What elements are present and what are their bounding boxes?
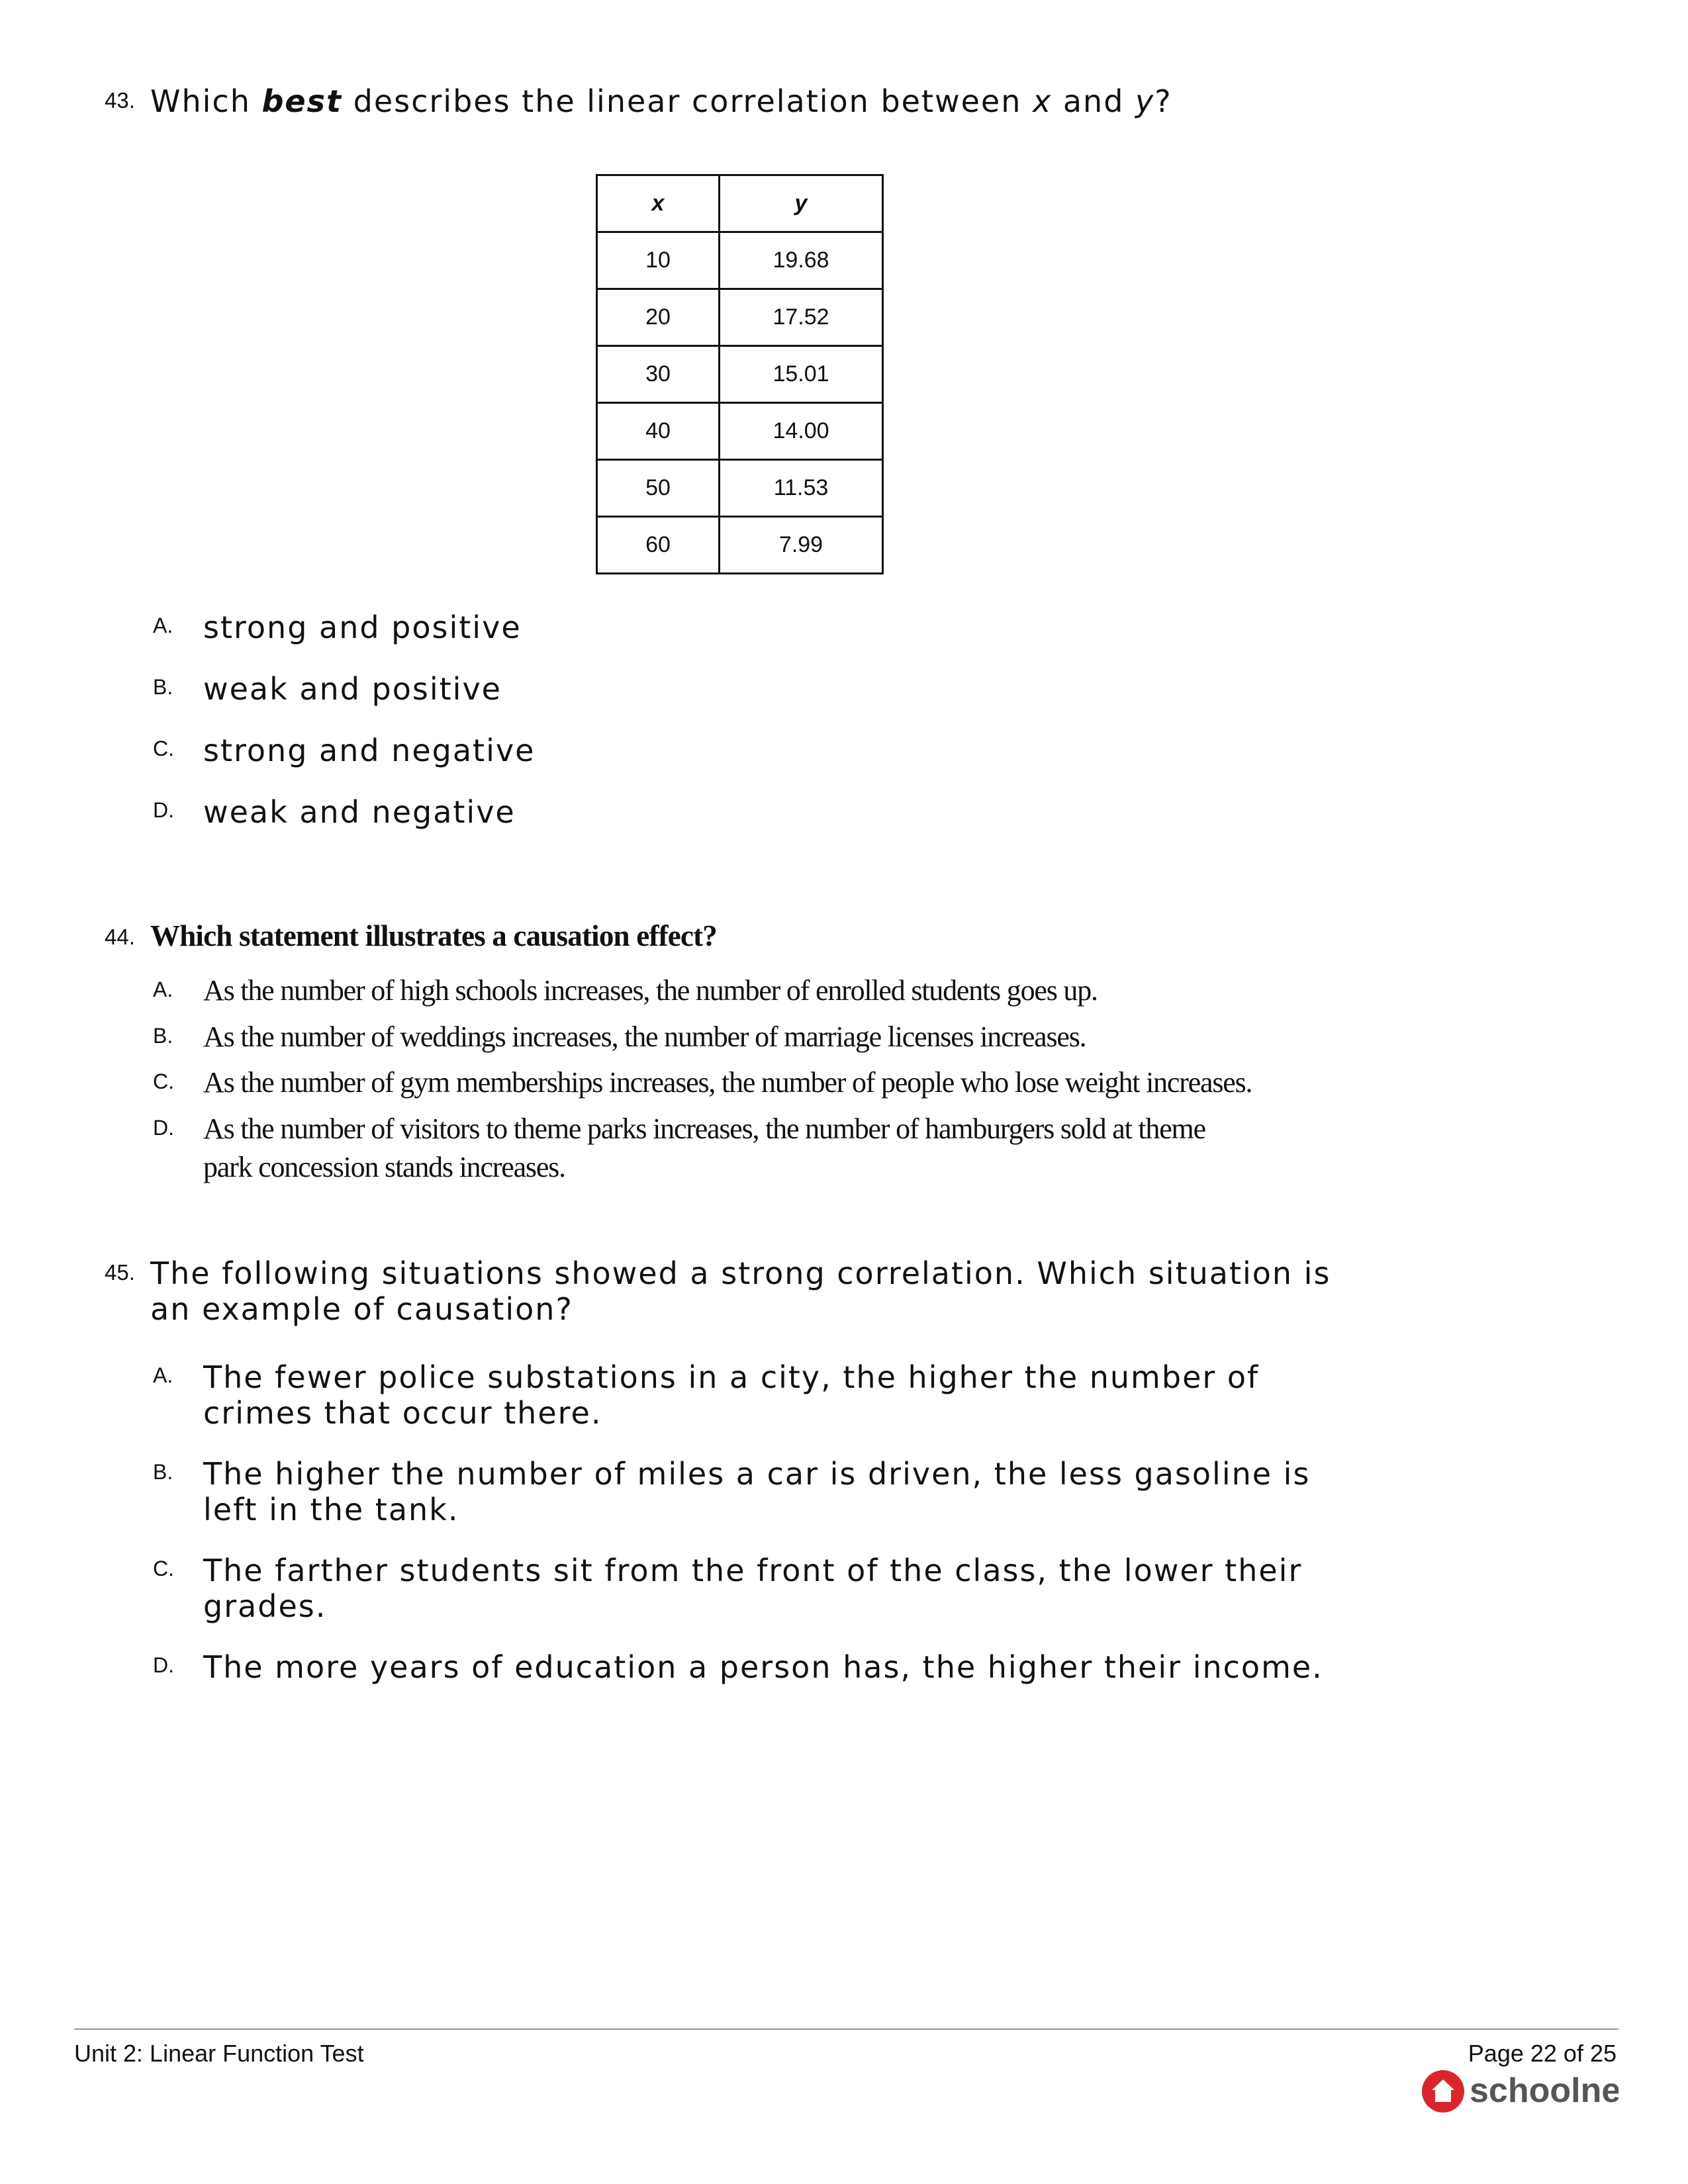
option-letter-c: C. bbox=[153, 737, 174, 760]
table-cell: 15.01 bbox=[720, 346, 883, 403]
question-stem: Which best describes the linear correlation between x and y? bbox=[150, 83, 1172, 119]
table-cell: 40 bbox=[597, 403, 720, 460]
option-letter-c: C. bbox=[153, 1069, 174, 1093]
table-cell: 30 bbox=[597, 346, 720, 403]
table-row bbox=[597, 346, 883, 403]
table-cell: 14.00 bbox=[720, 403, 883, 460]
table-cell: 10 bbox=[597, 232, 720, 289]
option-letter-d: D. bbox=[153, 798, 174, 822]
option-letter-a: A. bbox=[153, 978, 173, 1001]
table-cell: 19.68 bbox=[720, 232, 883, 289]
question-number: 43. bbox=[105, 88, 135, 113]
table-row bbox=[597, 232, 883, 289]
option-letter-b: B. bbox=[153, 675, 173, 699]
table-header-x: x bbox=[597, 175, 720, 232]
page-number: Page 22 of 25 bbox=[1468, 2040, 1617, 2067]
option-letter-d: D. bbox=[153, 1116, 174, 1140]
option-letter-c: C. bbox=[153, 1557, 174, 1580]
table-row bbox=[597, 460, 883, 517]
option-a[interactable]: strong and positive bbox=[203, 610, 522, 645]
option-a[interactable]: The fewer police substations in a city, the higher the number of crimes that occur there. bbox=[203, 1359, 1260, 1431]
table-cell: 17.52 bbox=[720, 289, 883, 346]
table-cell: 60 bbox=[597, 517, 720, 574]
svg-text:schoolnet: schoolnet bbox=[1470, 2071, 1618, 2110]
table-header-y: y bbox=[720, 175, 883, 232]
house-icon bbox=[1420, 2066, 1618, 2116]
question-number: 44. bbox=[105, 925, 135, 949]
option-letter-a: A. bbox=[153, 614, 173, 637]
option-d[interactable]: weak and negative bbox=[203, 794, 516, 830]
xy-data-table bbox=[596, 174, 884, 574]
option-a[interactable]: As the number of high schools increases, the number of enrolled students goes up. bbox=[203, 974, 1098, 1007]
question-stem: The following situations showed a strong correlation. Which situation is an example of causation? bbox=[150, 1255, 1331, 1327]
table-row bbox=[597, 289, 883, 346]
table-header-row bbox=[597, 175, 883, 232]
option-b[interactable]: The higher the number of miles a car is driven, the less gasoline is left in the tank. bbox=[203, 1456, 1311, 1527]
footer-divider bbox=[74, 2028, 1618, 2030]
question-stem: Which statement illustrates a causation effect? bbox=[150, 919, 717, 952]
option-d[interactable]: As the number of visitors to theme parks increases, the number of hamburgers sold at theme park concession stands increases. bbox=[203, 1113, 1205, 1183]
table-cell: 50 bbox=[597, 460, 720, 517]
table-row bbox=[597, 403, 883, 460]
table-cell: 7.99 bbox=[720, 517, 883, 574]
option-c[interactable]: The farther students sit from the front of the class, the lower their grades. bbox=[203, 1553, 1303, 1624]
question-number: 45. bbox=[105, 1260, 135, 1285]
table-row bbox=[597, 517, 883, 574]
option-letter-d: D. bbox=[153, 1653, 174, 1677]
footer-title: Unit 2: Linear Function Test bbox=[74, 2040, 364, 2067]
schoolnet-logo bbox=[1420, 2066, 1618, 2116]
option-b[interactable]: weak and positive bbox=[203, 671, 502, 707]
option-d[interactable]: The more years of education a person has, the higher their income. bbox=[203, 1649, 1323, 1685]
table-cell: 11.53 bbox=[720, 460, 883, 517]
option-b[interactable]: As the number of weddings increases, the number of marriage licenses increases. bbox=[203, 1021, 1086, 1053]
table-cell: 20 bbox=[597, 289, 720, 346]
option-c[interactable]: As the number of gym memberships increases, the number of people who lose weight increases. bbox=[203, 1066, 1252, 1099]
option-letter-b: B. bbox=[153, 1460, 173, 1484]
option-c[interactable]: strong and negative bbox=[203, 733, 536, 768]
option-letter-b: B. bbox=[153, 1024, 173, 1048]
option-letter-a: A. bbox=[153, 1363, 173, 1387]
